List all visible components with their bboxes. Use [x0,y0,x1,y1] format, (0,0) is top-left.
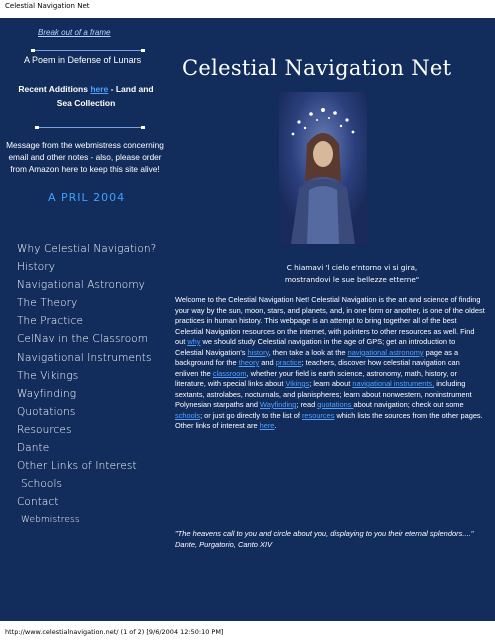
nav-item-schools[interactable]: Schools [21,478,63,491]
nav-item-theory[interactable]: The Theory [17,297,78,310]
page-frame [0,18,495,621]
print-footer: http://www.celestialnavigation.net/ (1 of 2) [9/6/2004 12:50:10 PM] [5,628,224,636]
break-out-frame-link[interactable]: Break out of a frame [38,28,111,37]
link-history[interactable]: history [247,347,269,357]
nav-item-webmistress[interactable]: Webmistress [21,515,80,526]
divider-cap [31,49,35,52]
link-navigational-astronomy[interactable]: navigational astronomy [347,347,424,357]
date-label: A PRIL 2004 [48,191,126,204]
dante-quote: "The heavens call to you and circle about you, displaying to you their eternal splendors...." Dante, Purgatorio, Canto XIV [175,529,474,549]
link-resources[interactable]: resources [301,410,335,420]
divider-cap [35,126,39,129]
divider-cap [141,126,145,129]
nav-item-quotations[interactable]: Quotations [17,405,76,418]
nav-item-resources[interactable]: Resources [17,423,72,436]
nav-item-instruments[interactable]: Navigational Instruments [17,351,152,364]
link-wayfinding[interactable]: Wayfinding [260,400,297,409]
nav-item-wayfinding[interactable]: Wayfinding [17,387,77,400]
poem-link[interactable]: A Poem in Defense of Lunars [24,55,142,65]
link-vikings[interactable]: Vikings [285,379,310,388]
welcome-text: Welcome to the Celestial Navigation Net! Celestial Navigation is the art and science of finding your way by the sun, moon, stars, and planets, and, in one form or another, is one of the oldest practices in human history. This webpage is an attempt to bring together all of the best Celestial Navigation resources on the internet, with pointers to other resources as well. Find out why we should study Celestial navigation in the age of GPS; get an introduction to Celestial Navigation's history, then take a look at the navigational astronomy page as a background for the theory and practice; teachers, discover how celestial navigation can enliven the classroom, whether your field is earth science, astronomy, math, history, or literature, with special links about Vikings; learn about navigational instruments, including sextants, astrolabes, nocturnals, and planispheres; learn about nonwestern, noninstrument Polynesian starpaths and Wayfinding; read quotations about navigation; check out some schools; or just go directly to the list of resources which lists the sources from the other pages. Other links of interest are here. [175,295,485,430]
nav-menu [17,240,177,530]
link-theory[interactable]: theory [238,358,260,367]
site-title: Celestial Navigation Net [182,56,452,80]
nav-item-why[interactable]: Why Celestial Navigation? [17,243,157,255]
link-schools[interactable]: schools [175,410,201,420]
divider-cap [141,49,145,52]
link-quotations[interactable]: quotations [317,400,354,409]
divider-line [33,50,141,51]
nav-item-contact[interactable]: Contact [17,496,59,509]
nav-item-practice[interactable]: The Practice [17,315,84,328]
link-classroom[interactable]: classroom [212,368,247,378]
nav-item-navigational-astronomy[interactable]: Navigational Astronomy [17,279,145,292]
nav-item-classroom[interactable]: CelNav in the Classroom [17,333,149,346]
webmistress-message-link[interactable]: Message from the webmistress concerning email and other notes - also, please order from Amazon here to keep this site alive! [6,140,164,174]
recent-additions: Recent Additions here - Land and Sea Collection [18,84,154,108]
nav-item-history[interactable]: History [17,261,56,274]
dante-painting-image [279,92,367,244]
print-header: Celestial Navigation Net [5,2,90,10]
link-practice[interactable]: practice [275,358,302,367]
painting-caption: C hiamavi 'l cielo e'ntorno vi si gira, mostrandovi le sue bellezze etterne" [284,263,420,284]
recent-additions-link[interactable]: here [90,84,109,94]
nav-item-vikings[interactable]: The Vikings [17,369,79,382]
link-instruments[interactable]: navigational instruments, [352,379,435,388]
link-other-links[interactable]: here [259,421,275,430]
nav-item-dante[interactable]: Dante [17,442,50,455]
divider-line [37,127,141,128]
painting-svg [279,92,367,244]
link-why[interactable]: why [187,337,201,346]
nav-item-other-links[interactable]: Other Links of Interest [17,460,137,473]
